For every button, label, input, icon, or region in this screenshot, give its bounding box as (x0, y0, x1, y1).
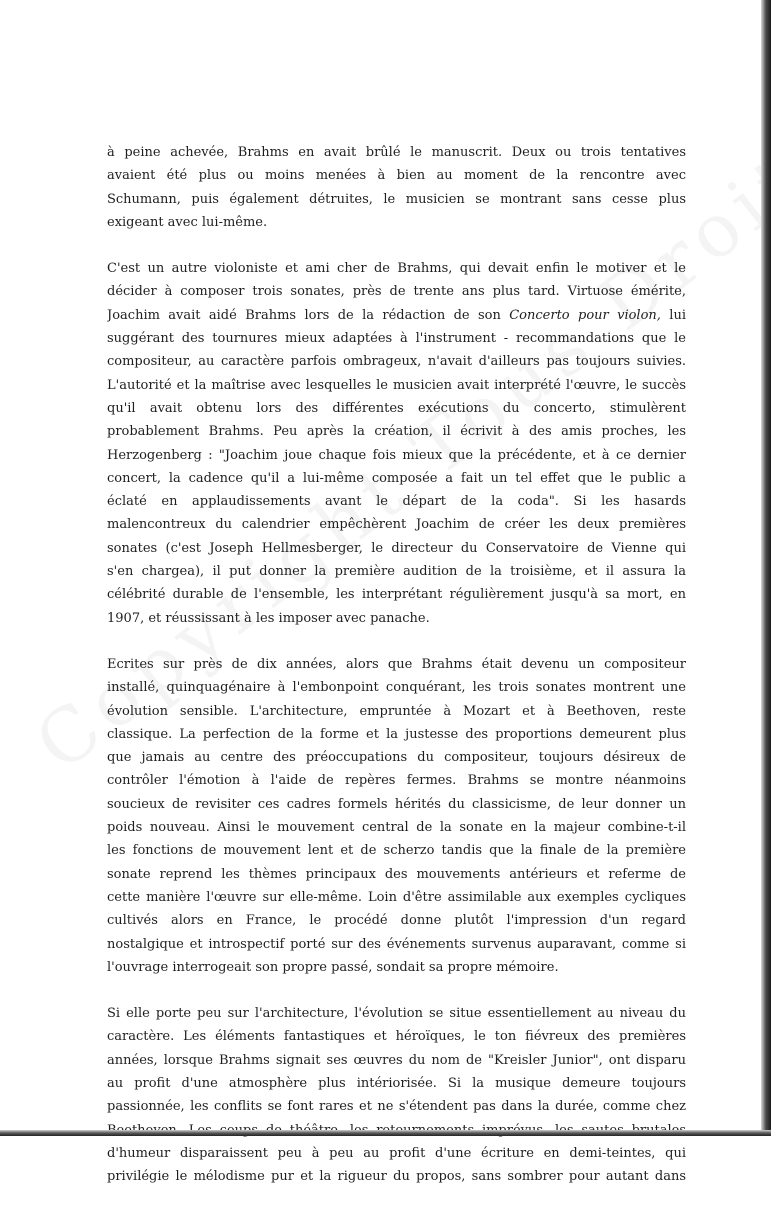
text-line: exigeant avec lui-même. (107, 214, 268, 230)
text-line: suggérant des tournures mieux adaptées à l'instrument - recommandations que le (107, 331, 686, 347)
text-line: d'humeur disparaissent peu à peu au profit d'une écriture en demi-teintes, qui (107, 1145, 686, 1161)
text-line: les fonctions de mouvement lent et de scherzo tandis que la finale de la première (107, 843, 686, 859)
text-line: éclaté en applaudissements avant le départ de la coda". Si les hasards (107, 494, 686, 510)
text-line: classique. La perfection de la forme et la justesse des proportions demeurent plus (107, 726, 686, 742)
text-line: C'est un autre violoniste et ami cher de Brahms, qui devait enfin le motiver et le (107, 261, 686, 277)
paragraph-1 (107, 141, 686, 234)
text-line: l'ouvrage interrogeait son propre passé, sondait sa propre mémoire. (107, 959, 559, 975)
text-line: avaient été plus ou moins menées à bien au moment de la rencontre avec (107, 168, 686, 184)
text-line: caractère. Les éléments fantastiques et héroïques, le ton fiévreux des premières (107, 1029, 686, 1045)
text-line: installé, quinquagénaire à l'embonpoint conquérant, les trois sonates montrent une (107, 680, 686, 696)
text-line: Ecrites sur près de dix années, alors que Brahms était devenu un compositeur (107, 656, 686, 672)
text-line: Schumann, puis également détruites, le musicien se montrant sans cesse plus (107, 191, 686, 207)
text-line: évolution sensible. L'architecture, empruntée à Mozart et à Beethoven, reste (107, 703, 686, 719)
text-line: probablement Brahms. Peu après la création, il écrivit à des amis proches, les (107, 424, 686, 440)
text-fragment: lui (660, 307, 686, 323)
text-fragment: Joachim avait aidé Brahms lors de la rédaction de son (107, 307, 501, 323)
text-line: nostalgique et introspectif porté sur des événements survenus auparavant, comme si (107, 936, 686, 952)
text-line: décider à composer trois sonates, près de trente ans plus tard. Virtuose émérite, (107, 284, 686, 300)
text-line: contrôler l'émotion à l'aide de repères fermes. Brahms se montre néanmoins (107, 773, 686, 789)
text-line: poids nouveau. Ainsi le mouvement central de la sonate en la majeur combine-t-il (107, 820, 686, 836)
text-line: cultivés alors en France, le procédé donne plutôt l'impression d'un regard (107, 913, 686, 929)
text-line: années, lorsque Brahms signait ses œuvres du nom de "Kreisler Junior", ont disparu (107, 1052, 686, 1068)
text-line: que jamais au centre des préoccupations du compositeur, toujours désireux de (107, 750, 686, 766)
paragraph-2 (107, 257, 686, 630)
text-line: L'autorité et la maîtrise avec lesquelles le musicien avait interprété l'œuvre, le succès (107, 377, 686, 393)
text-line: au profit d'une atmosphère plus intériorisée. Si la musique demeure toujours (107, 1075, 686, 1091)
scan-border-right (761, 0, 771, 1136)
text-line: passionnée, les conflits se font rares et ne s'étendent pas dans la durée, comme chez (107, 1099, 686, 1115)
text-line: cette manière l'œuvre sur elle-même. Loin d'être assimilable aux exemples cycliques (107, 889, 686, 905)
text-line: sonate reprend les thèmes principaux des mouvements antérieurs et referme de (107, 866, 686, 882)
text-line: privilégie le mélodisme pur et la rigueur du propos, sans sombrer pour autant dans (107, 1169, 686, 1185)
text-line: à peine achevée, Brahms en avait brûlé le manuscrit. Deux ou trois tentatives (107, 145, 686, 160)
text-line: soucieux de revisiter ces cadres formels hérités du classicisme, de leur donner un (107, 796, 686, 812)
scan-border-bottom (0, 1130, 771, 1136)
text-line-with-title (107, 304, 686, 327)
text-line: sonates (c'est Joseph Hellmesberger, le directeur du Conservatoire de Vienne qui (107, 540, 686, 556)
text-line: 1907, et réussissant à les imposer avec panache. (107, 610, 430, 626)
text-line: concert, la cadence qu'il a lui-même composée a fait un tel effet que le public a (107, 470, 686, 486)
text-line: célébrité durable de l'ensemble, les interprétant régulièrement jusqu'à sa mort, en (107, 587, 686, 603)
document-body (107, 141, 686, 1211)
paragraph-4 (107, 1002, 686, 1188)
text-line: Herzogenberg : "Joachim joue chaque fois mieux que la précédente, et à ce dernier (107, 447, 686, 463)
text-line: qu'il avait obtenu lors des différentes exécutions du concerto, stimulèrent (107, 400, 686, 416)
work-title: Concerto pour violon, (509, 307, 661, 323)
text-line: Si elle porte peu sur l'architecture, l'évolution se situe essentiellement au niveau du (107, 1006, 686, 1022)
text-line: s'en chargea), il put donner la première audition de la troisième, et il assura la (107, 564, 686, 580)
text-line: compositeur, au caractère parfois ombrageux, n'avait d'ailleurs pas toujours suivies. (107, 354, 686, 370)
text-line: malencontreux du calendrier empêchèrent Joachim de créer les deux premières (107, 517, 686, 533)
paragraph-3 (107, 653, 686, 979)
